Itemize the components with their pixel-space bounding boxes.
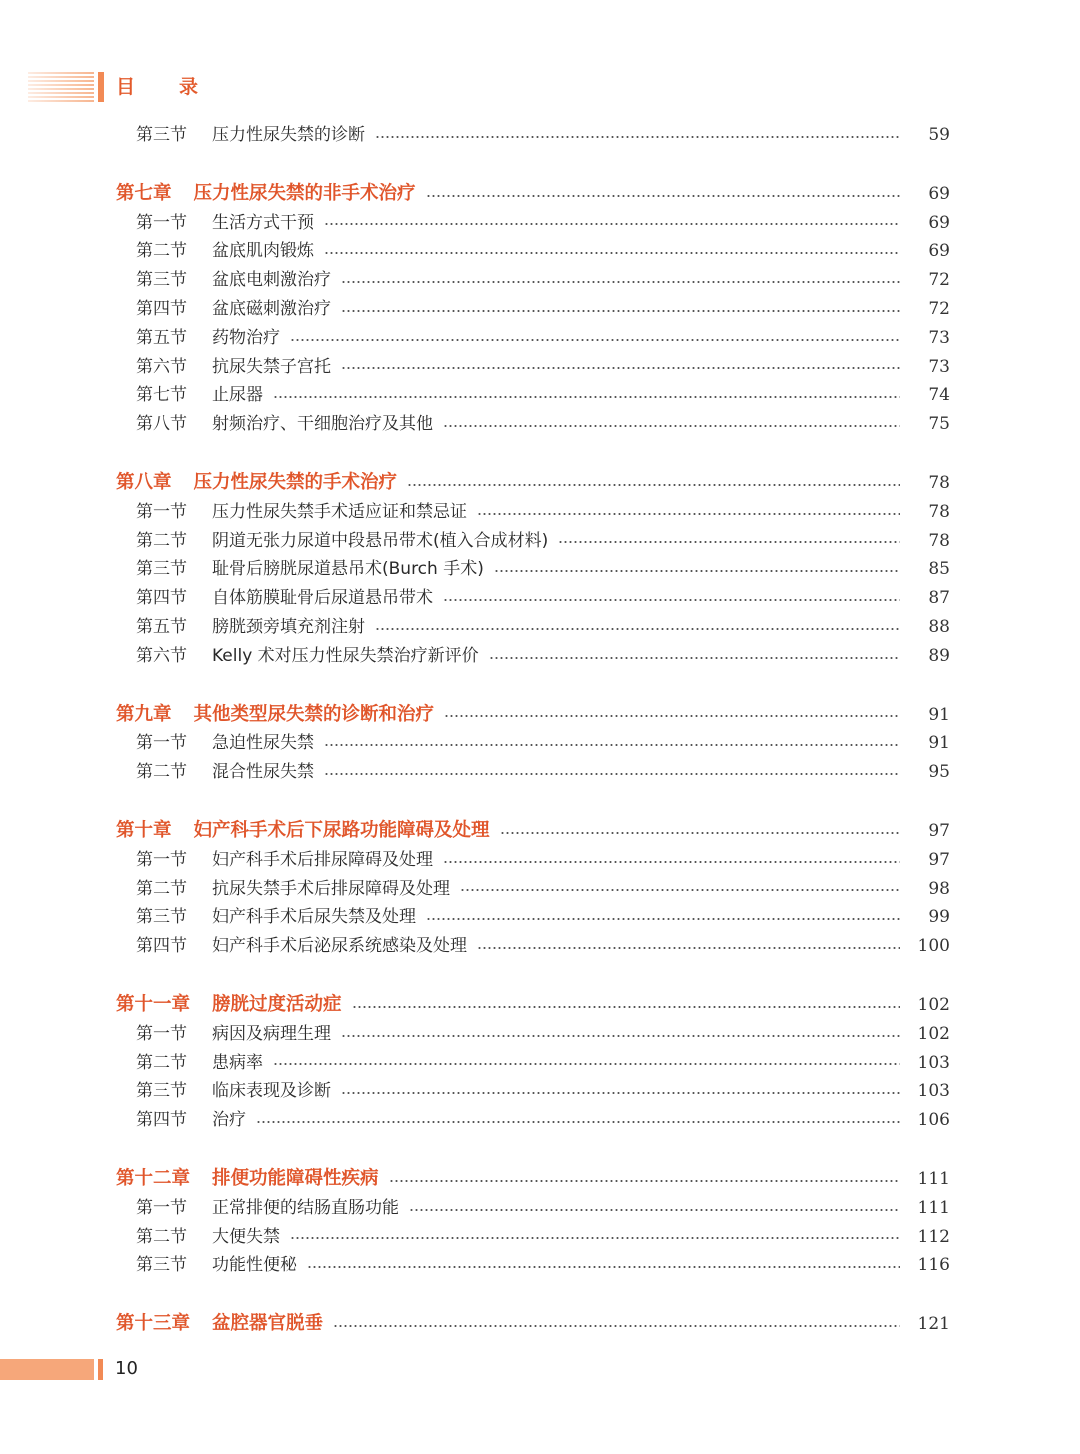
toc-section-entry[interactable] (0, 237, 1080, 266)
section-title: 大便失禁 (212, 1226, 280, 1247)
header-decoration-stripes (28, 72, 94, 102)
toc-section-entry[interactable] (0, 758, 1080, 787)
page-ref: 59 (928, 125, 950, 145)
section-number: 第一节 (136, 501, 187, 522)
page-ref: 87 (928, 588, 950, 609)
dot-leader (273, 396, 900, 398)
dot-leader (477, 947, 900, 949)
header-divider (98, 72, 104, 102)
page-ref: 98 (928, 878, 950, 899)
dot-leader (341, 1092, 900, 1094)
toc-section-entry[interactable] (0, 209, 1080, 238)
section-title: 正常排便的结肠直肠功能 (212, 1197, 399, 1218)
page-ref: 78 (928, 530, 950, 551)
dot-leader (443, 425, 900, 427)
table-of-contents (0, 121, 1080, 1339)
toc-chapter-entry[interactable] (0, 991, 1080, 1020)
section-title: 妇产科手术后尿失禁及处理 (212, 907, 416, 928)
chapter-number: 第十二章 (116, 1167, 191, 1189)
section-number: 第二节 (136, 762, 187, 783)
page-ref: 99 (928, 907, 950, 928)
section-number: 第一节 (136, 733, 187, 754)
dot-leader (500, 832, 900, 834)
dot-leader (341, 281, 900, 283)
section-title: 病因及病理生理 (212, 1023, 331, 1044)
page-ref: 103 (917, 1081, 950, 1102)
section-title: 膀胱颈旁填充剂注射 (212, 616, 365, 637)
toc-chapter-entry[interactable] (0, 180, 1080, 209)
page-ref: 73 (928, 356, 950, 377)
section-title: 阴道无张力尿道中段悬吊带术(植入合成材料) (212, 530, 549, 551)
toc-section-entry[interactable] (0, 1223, 1080, 1252)
toc-chapter-entry[interactable] (0, 1310, 1080, 1339)
section-number: 第二节 (136, 1052, 187, 1073)
page-ref: 106 (917, 1110, 950, 1131)
page-ref: 102 (917, 994, 950, 1015)
section-number: 第四节 (136, 588, 187, 609)
toc-section-entry[interactable] (0, 324, 1080, 353)
page-ref: 116 (917, 1255, 950, 1276)
section-title: 抗尿失禁子宫托 (212, 356, 331, 377)
page-ref: 88 (928, 616, 950, 637)
toc-section-entry[interactable] (0, 875, 1080, 904)
dot-leader (375, 628, 900, 630)
toc-section-entry[interactable] (0, 527, 1080, 556)
toc-section-entry[interactable] (0, 353, 1080, 382)
section-title: 混合性尿失禁 (212, 762, 314, 783)
section-number: 第三节 (136, 125, 187, 145)
section-number: 第三节 (136, 1081, 187, 1102)
section-title: 治疗 (212, 1110, 246, 1131)
page-ref: 91 (928, 704, 950, 725)
section-number: 第二节 (136, 878, 187, 899)
section-number: 第三节 (136, 559, 187, 580)
section-title: 患病率 (212, 1052, 263, 1073)
section-title: 盆底肌肉锻炼 (212, 241, 314, 262)
dot-leader (558, 541, 900, 543)
section-number: 第六节 (136, 356, 187, 377)
section-title: 压力性尿失禁手术适应证和禁忌证 (212, 501, 467, 522)
page-ref: 103 (917, 1052, 950, 1073)
section-number: 第八节 (136, 414, 187, 435)
page-ref: 100 (917, 936, 950, 957)
section-number: 第三节 (136, 1255, 187, 1276)
dot-leader (333, 1325, 900, 1327)
section-number: 第四节 (136, 936, 187, 957)
page-title: 目录 (116, 76, 243, 98)
page-ref: 73 (928, 327, 950, 348)
section-number: 第一节 (136, 849, 187, 870)
section-title: 耻骨后膀胱尿道悬吊术(Burch 手术) (212, 559, 484, 580)
dot-leader (494, 570, 900, 572)
chapter-number: 第十章 (116, 819, 172, 841)
toc-spacer (0, 787, 1080, 817)
section-number: 第六节 (136, 645, 187, 666)
dot-leader (426, 195, 900, 197)
section-number: 第一节 (136, 212, 187, 233)
toc-spacer (0, 961, 1080, 991)
chapter-number: 第八章 (116, 471, 172, 493)
section-number: 第七节 (136, 385, 187, 406)
section-title: 压力性尿失禁的诊断 (212, 125, 365, 145)
dot-leader (341, 367, 900, 369)
page-ref: 72 (928, 298, 950, 319)
section-title: 盆底磁刺激治疗 (212, 298, 331, 319)
chapter-title: 排便功能障碍性疾病 (212, 1167, 379, 1189)
toc-chapter-entry[interactable] (0, 469, 1080, 498)
toc-chapter-entry[interactable] (0, 1165, 1080, 1194)
toc-section-entry[interactable] (0, 729, 1080, 758)
toc-spacer (0, 439, 1080, 469)
page-number: 10 (115, 1358, 138, 1379)
page-ref: 72 (928, 270, 950, 291)
section-title: 妇产科手术后排尿障碍及处理 (212, 849, 433, 870)
toc-section-entry[interactable] (0, 584, 1080, 613)
page-ref: 78 (928, 501, 950, 522)
dot-leader (341, 310, 900, 312)
section-title: 急迫性尿失禁 (212, 733, 314, 754)
page-ref: 112 (917, 1226, 950, 1247)
page-ref: 69 (928, 183, 950, 204)
page-ref: 69 (928, 212, 950, 233)
footer-divider (98, 1359, 103, 1380)
chapter-title: 妇产科手术后下尿路功能障碍及处理 (193, 819, 490, 841)
dot-leader (426, 918, 900, 920)
dot-leader (443, 861, 900, 863)
page-ref: 111 (917, 1197, 950, 1218)
toc-spacer (0, 671, 1080, 701)
page-ref: 102 (917, 1023, 950, 1044)
section-number: 第三节 (136, 907, 187, 928)
section-title: 射频治疗、干细胞治疗及其他 (212, 414, 433, 435)
chapter-title: 压力性尿失禁的非手术治疗 (193, 182, 416, 204)
section-title: 自体筋膜耻骨后尿道悬吊带术 (212, 588, 433, 609)
dot-leader (375, 136, 900, 138)
dot-leader (256, 1121, 900, 1123)
section-title: 药物治疗 (212, 327, 280, 348)
toc-spacer (0, 150, 1080, 180)
dot-leader (307, 1266, 900, 1268)
toc-section-entry[interactable] (0, 1020, 1080, 1049)
toc-section-entry[interactable] (0, 555, 1080, 584)
dot-leader (489, 657, 900, 659)
section-number: 第三节 (136, 270, 187, 291)
page-ref: 111 (917, 1168, 950, 1189)
toc-section-entry[interactable] (0, 295, 1080, 324)
chapter-number: 第十一章 (116, 993, 191, 1015)
chapter-title: 其他类型尿失禁的诊断和治疗 (193, 703, 435, 725)
section-number: 第二节 (136, 530, 187, 551)
dot-leader (444, 715, 900, 717)
page-ref: 75 (928, 414, 950, 435)
dot-leader (273, 1063, 900, 1065)
toc-section-entry[interactable] (0, 1106, 1080, 1135)
page-ref: 85 (928, 559, 950, 580)
toc-section-entry[interactable] (0, 932, 1080, 961)
toc-section-entry[interactable] (0, 1251, 1080, 1280)
toc-section-entry[interactable] (0, 1049, 1080, 1078)
toc-section-entry[interactable] (0, 1194, 1080, 1223)
page-ref: 97 (928, 849, 950, 870)
toc-chapter-entry[interactable] (0, 701, 1080, 730)
toc-section-entry[interactable] (0, 121, 1080, 150)
footer-decoration-bar (0, 1359, 94, 1380)
section-number: 第五节 (136, 616, 187, 637)
section-number: 第四节 (136, 1110, 187, 1131)
page-ref: 74 (928, 385, 950, 406)
section-title: Kelly 术对压力性尿失禁治疗新评价 (212, 645, 479, 666)
section-title: 抗尿失禁手术后排尿障碍及处理 (212, 878, 450, 899)
chapter-number: 第十三章 (116, 1313, 191, 1335)
section-title: 妇产科手术后泌尿系统感染及处理 (212, 936, 467, 957)
toc-section-entry[interactable] (0, 642, 1080, 671)
dot-leader (324, 773, 900, 775)
toc-section-entry[interactable] (0, 846, 1080, 875)
dot-leader (352, 1006, 900, 1008)
page-ref: 97 (928, 820, 950, 841)
section-title: 生活方式干预 (212, 212, 314, 233)
toc-section-entry[interactable] (0, 903, 1080, 932)
dot-leader (324, 252, 900, 254)
chapter-number: 第九章 (116, 703, 172, 725)
section-title: 临床表现及诊断 (212, 1081, 331, 1102)
dot-leader (324, 223, 900, 225)
section-title: 盆底电刺激治疗 (212, 270, 331, 291)
dot-leader (324, 744, 900, 746)
toc-section-entry[interactable] (0, 613, 1080, 642)
page-ref: 69 (928, 241, 950, 262)
page-ref: 89 (928, 645, 950, 666)
toc-section-entry[interactable] (0, 1077, 1080, 1106)
toc-section-entry[interactable] (0, 410, 1080, 439)
section-number: 第四节 (136, 298, 187, 319)
dot-leader (290, 1237, 900, 1239)
page-ref: 95 (928, 762, 950, 783)
page-ref: 78 (928, 472, 950, 493)
section-title: 功能性便秘 (212, 1255, 297, 1276)
section-number: 第二节 (136, 1226, 187, 1247)
toc-spacer (0, 1280, 1080, 1310)
dot-leader (443, 599, 900, 601)
chapter-title: 膀胱过度活动症 (212, 993, 342, 1015)
toc-chapter-entry[interactable] (0, 817, 1080, 846)
dot-leader (460, 889, 900, 891)
page-ref: 121 (917, 1314, 950, 1335)
chapter-title: 盆腔器官脱垂 (212, 1313, 324, 1335)
dot-leader (389, 1180, 900, 1182)
toc-section-entry[interactable] (0, 266, 1080, 295)
dot-leader (407, 484, 900, 486)
dot-leader (341, 1035, 900, 1037)
dot-leader (290, 339, 900, 341)
section-number: 第一节 (136, 1023, 187, 1044)
dot-leader (477, 513, 900, 515)
section-number: 第二节 (136, 241, 187, 262)
section-number: 第一节 (136, 1197, 187, 1218)
chapter-number: 第七章 (116, 182, 172, 204)
dot-leader (409, 1209, 900, 1211)
toc-section-entry[interactable] (0, 381, 1080, 410)
toc-spacer (0, 1135, 1080, 1165)
chapter-title: 压力性尿失禁的手术治疗 (193, 471, 398, 493)
toc-section-entry[interactable] (0, 498, 1080, 527)
section-title: 止尿器 (212, 385, 263, 406)
page-ref: 91 (928, 733, 950, 754)
section-number: 第五节 (136, 327, 187, 348)
